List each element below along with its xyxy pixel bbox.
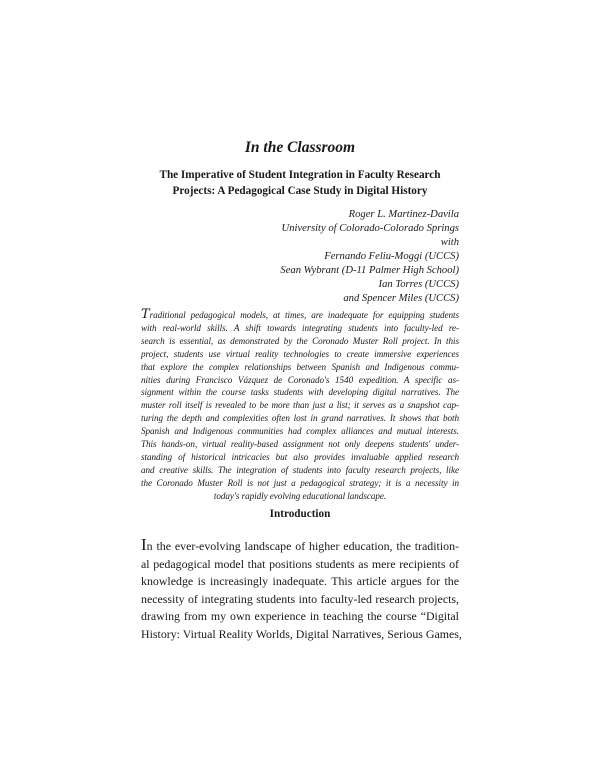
- introduction-body: [141, 535, 462, 643]
- author-line: Ian Torres (UCCS): [378, 279, 459, 290]
- author-line: Sean Wybrant (D-11 Palmer High School): [280, 265, 459, 276]
- article-title: [110, 168, 490, 199]
- abstract-line: and creative skills. The integration of students into faculty research projects, like: [141, 464, 459, 475]
- author-line: and Spencer Miles (UCCS): [343, 293, 459, 304]
- abstract-line: turing the depth and complexities often lost in grand narratives. It shows that both: [141, 413, 459, 424]
- abstract-line: standing of historical intricacies but also provides invaluable applied research: [141, 451, 459, 462]
- body-line: History: Virtual Reality Worlds, Digital Narratives, Serious Games,: [141, 626, 462, 641]
- abstract-line: with real-world skills. A shift towards integrating students into faculty-led re-: [141, 322, 459, 333]
- author-line: Fernando Feliu-Moggi (UCCS): [324, 251, 459, 262]
- abstract-line: [141, 309, 459, 322]
- author-line: Roger L. Martinez-Davila: [348, 209, 459, 220]
- abstract-last-line: today's rapidly evolving educational landscape.: [213, 490, 387, 501]
- article-title-line: Projects: A Pedagogical Case Study in Digital History: [172, 184, 428, 197]
- abstract-line: project, students use virtual reality technologies to create immersive experiences: [141, 348, 459, 359]
- body-line: necessity of integrating students into faculty-led research projects,: [141, 591, 459, 606]
- abstract: [141, 309, 459, 503]
- abstract-line: that explore the complex relationships between Spanish and Indigenous commu-: [141, 361, 459, 372]
- abstract-line: Spanish and Indigenous communities had complex alliances and mutual interests.: [141, 426, 459, 437]
- body-line: drawing from my own experience in teaching the course “Digital: [141, 609, 459, 623]
- abstract-line: search is essential, as demonstrated by the Coronado Muster Roll project. In this: [141, 335, 459, 346]
- body-first-line-text: n the ever-evolving landscape of higher education, the tradition-: [146, 539, 459, 553]
- author-line: with: [440, 237, 459, 248]
- body-drop-letter: I: [141, 535, 147, 554]
- body-line: knowledge is increasingly inadequate. This article argues for the: [141, 574, 459, 588]
- introduction-heading: Introduction: [269, 508, 331, 520]
- abstract-line: muster roll itself is revealed to be more than just a list; it serves as a snapshot cap-: [141, 400, 459, 411]
- body-line: al pedagogical model that positions students as mere recipients of: [141, 556, 459, 571]
- author-block: [280, 208, 459, 306]
- article-title-line: The Imperative of Student Integration in Faculty Research: [159, 169, 441, 181]
- abstract-line: nities during Francisco Vázquez de Coronado's 1540 expedition. A specific as-: [141, 374, 459, 385]
- abstract-line: This hands-on, virtual reality-based assignment not only deepens students' under-: [141, 439, 459, 450]
- abstract-line: the Coronado Muster Roll is not just a pedagogical strategy; it is a necessity in: [141, 477, 459, 488]
- body-line: [141, 536, 459, 556]
- abstract-line: signment within the course tasks students with developing digital narratives. The: [141, 387, 459, 398]
- section-heading: In the Classroom: [244, 139, 356, 156]
- abstract-drop-letter: T: [141, 307, 150, 322]
- author-line: University of Colorado-Colorado Springs: [281, 223, 459, 234]
- abstract-first-line-text: raditional pedagogical models, at times, are inadequate for equipping students: [149, 310, 459, 320]
